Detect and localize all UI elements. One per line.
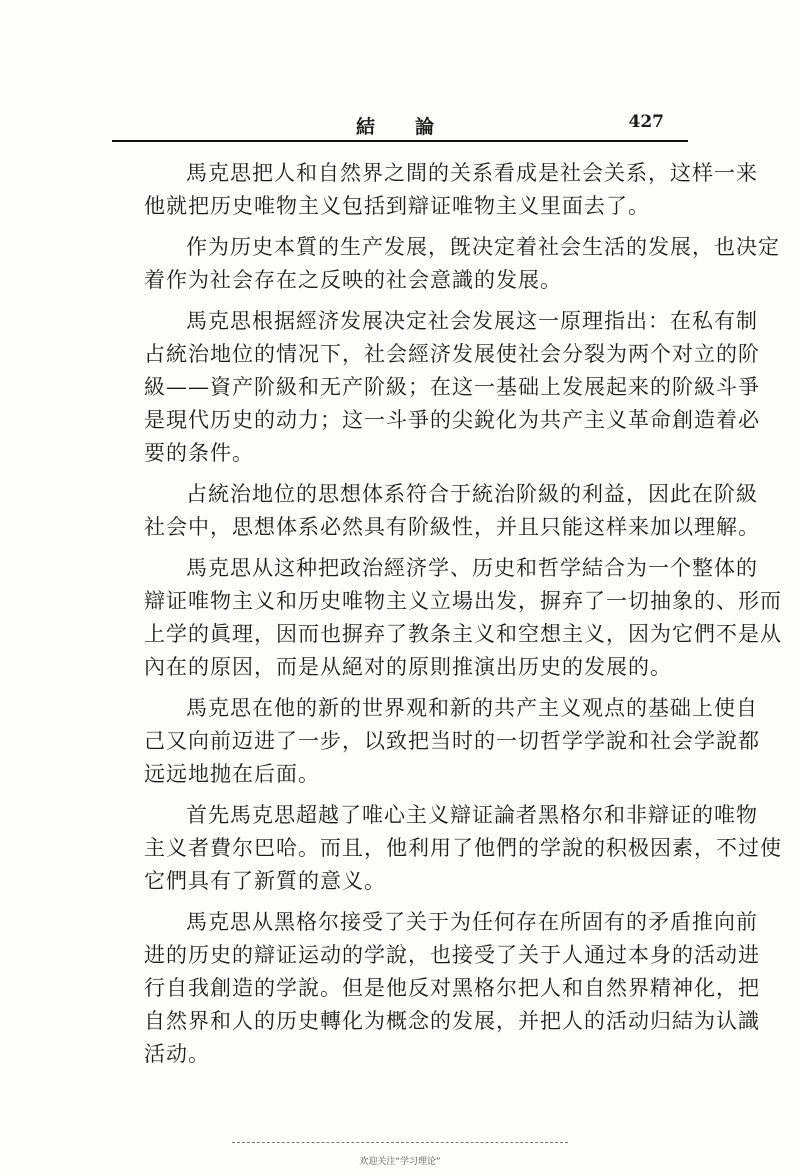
paragraph-line: 占統治地位的情况下，社会經济发展使社会分裂为两个对立的阶: [144, 342, 760, 366]
paragraph-line: 要的条件。: [144, 441, 254, 465]
paragraph-line: 作为历史本質的生产发展，旣决定着社会生活的发展，也决定: [186, 235, 780, 259]
page-number: 427: [628, 112, 664, 132]
paragraph-line: 它們具有了新質的意义。: [144, 869, 386, 893]
paragraph-line: 馬克思把人和自然界之間的关系看成是社会关系，这样一来: [186, 161, 758, 185]
paragraph-line: 社会中，思想体系必然具有阶級性，并且只能这样来加以理解。: [144, 515, 760, 539]
paragraph: [144, 552, 782, 684]
footer-note: 欢迎关注“学习理论”: [359, 1157, 441, 1167]
paragraph-line: 远远地抛在后面。: [144, 762, 320, 786]
paragraph-line: 辯证唯物主义和历史唯物主义立場出发，摒弃了一切抽象的、形而: [144, 589, 782, 613]
paragraph-line: 占統治地位的思想体系符合于統治阶級的利益，因此在阶級: [186, 482, 758, 506]
paragraph: [144, 692, 760, 791]
paragraph: [144, 478, 760, 544]
paragraph: [144, 231, 780, 297]
paragraph-line: 主义者費尔巴哈。而且，他利用了他們的学說的积极因素，不过使: [144, 836, 782, 860]
running-head: [112, 108, 688, 140]
paragraph-line: 行自我創造的学說。但是他反对黑格尔把人和自然界精神化，把: [144, 976, 760, 1000]
paragraph: [144, 157, 758, 223]
paragraph-line: 着作为社会存在之反映的社会意識的发展。: [144, 268, 562, 292]
paragraph-line: 自然界和人的历史轉化为概念的发展，并把人的活动归結为认識: [144, 1009, 760, 1033]
body-text: [144, 157, 782, 1079]
paragraph-line: 馬克思在他的新的世界观和新的共产主义观点的基础上使自: [186, 696, 758, 720]
paragraph-line: 活动。: [144, 1042, 210, 1066]
paragraph-line: 內在的原因，而是从絕对的原則推演出历史的发展的。: [144, 655, 672, 679]
paragraph-line: 进的历史的辯证运动的学說，也接受了关于人通过本身的活动进: [144, 943, 760, 967]
paragraph-line: 他就把历史唯物主义包括到辯证唯物主义里面去了。: [144, 194, 650, 218]
paragraph: [144, 305, 760, 470]
footer-rule: [232, 1142, 568, 1143]
chapter-title: 結論: [356, 116, 475, 138]
header-rule: [112, 140, 688, 142]
paragraph-line: 級——資产阶級和无产阶級；在这一基础上发展起来的阶級斗爭: [144, 375, 760, 399]
paragraph-line: 是現代历史的动力；这一斗爭的尖銳化为共产主义革命創造着必: [144, 408, 760, 432]
paragraph-line: 馬克思从黑格尔接受了关于为任何存在所固有的矛盾推向前: [186, 910, 758, 934]
paragraph-line: 首先馬克思超越了唯心主义辯证論者黑格尔和非辯证的唯物: [186, 803, 758, 827]
paragraph-line: 馬克思根据經济发展决定社会发展这一原理指出：在私有制: [186, 309, 758, 333]
paragraph-line: 馬克思从这种把政治經济学、历史和哲学結合为一个整体的: [186, 556, 758, 580]
paragraph: [144, 906, 760, 1071]
paragraph-line: 上学的眞理，因而也摒弃了教条主义和空想主义，因为它們不是从: [144, 622, 782, 646]
paragraph-line: 己又向前迈进了一步，以致把当时的一切哲学学說和社会学說都: [144, 729, 760, 753]
paragraph: [144, 799, 782, 898]
